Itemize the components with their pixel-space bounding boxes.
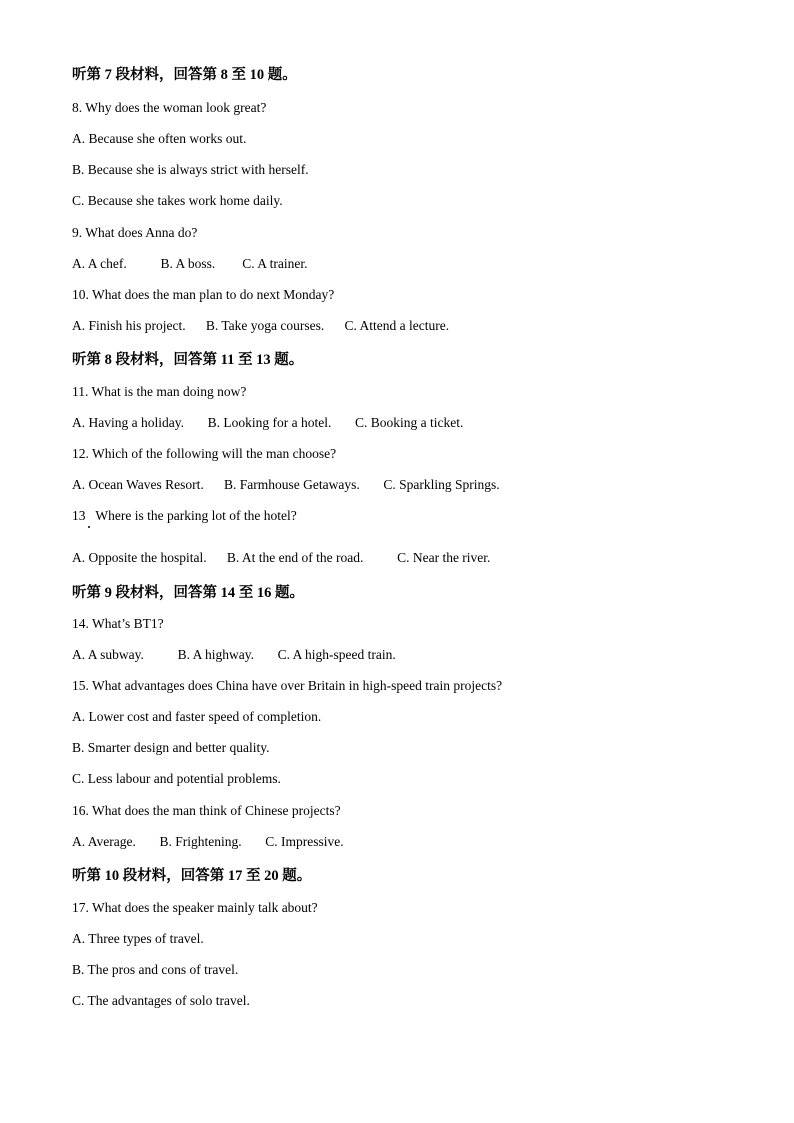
option-15b: B. Smarter design and better quality. <box>72 740 270 755</box>
question-14: 14. What’s BT1? <box>72 616 164 631</box>
question-11: 11. What is the man doing now? <box>72 384 247 399</box>
option-17b: B. The pros and cons of travel. <box>72 962 239 977</box>
section-heading-10: 听第 10 段材料，回答第 17 至 20 题。 <box>72 868 312 884</box>
option-8a: A. Because she often works out. <box>72 131 247 146</box>
section-heading-8: 听第 8 段材料，回答第 11 至 13 题。 <box>72 352 304 368</box>
option-15a: A. Lower cost and faster speed of completion. <box>72 709 322 724</box>
question-17: 17. What does the speaker mainly talk about? <box>72 900 318 915</box>
options-9: A. A chef. B. A boss. C. A trainer. <box>72 256 308 271</box>
options-10: A. Finish his project. B. Take yoga courses. C. Attend a lecture. <box>72 318 450 333</box>
stray-dot <box>88 526 90 528</box>
options-11: A. Having a holiday. B. Looking for a hotel. C. Booking a ticket. <box>72 415 464 430</box>
question-13: 13 Where is the parking lot of the hotel? <box>72 508 297 523</box>
question-9: 9. What does Anna do? <box>72 225 198 240</box>
option-17a: A. Three types of travel. <box>72 931 204 946</box>
option-8c: C. Because she takes work home daily. <box>72 193 283 208</box>
option-17c: C. The advantages of solo travel. <box>72 993 250 1008</box>
option-8b: B. Because she is always strict with herself. <box>72 162 309 177</box>
question-10: 10. What does the man plan to do next Monday? <box>72 287 335 302</box>
option-15c: C. Less labour and potential problems. <box>72 771 281 786</box>
options-16: A. Average. B. Frightening. C. Impressive. <box>72 834 344 849</box>
options-13: A. Opposite the hospital. B. At the end of the road. C. Near the river. <box>72 550 491 565</box>
question-16: 16. What does the man think of Chinese projects? <box>72 803 341 818</box>
question-15: 15. What advantages does China have over Britain in high-speed train projects? <box>72 678 503 693</box>
options-12: A. Ocean Waves Resort. B. Farmhouse Getaways. C. Sparkling Springs. <box>72 477 500 492</box>
question-12: 12. Which of the following will the man choose? <box>72 446 337 461</box>
section-heading-7: 听第 7 段材料，回答第 8 至 10 题。 <box>72 67 297 83</box>
section-heading-9: 听第 9 段材料，回答第 14 至 16 题。 <box>72 585 304 601</box>
options-14: A. A subway. B. A highway. C. A high-speed train. <box>72 647 396 662</box>
question-8: 8. Why does the woman look great? <box>72 100 267 115</box>
